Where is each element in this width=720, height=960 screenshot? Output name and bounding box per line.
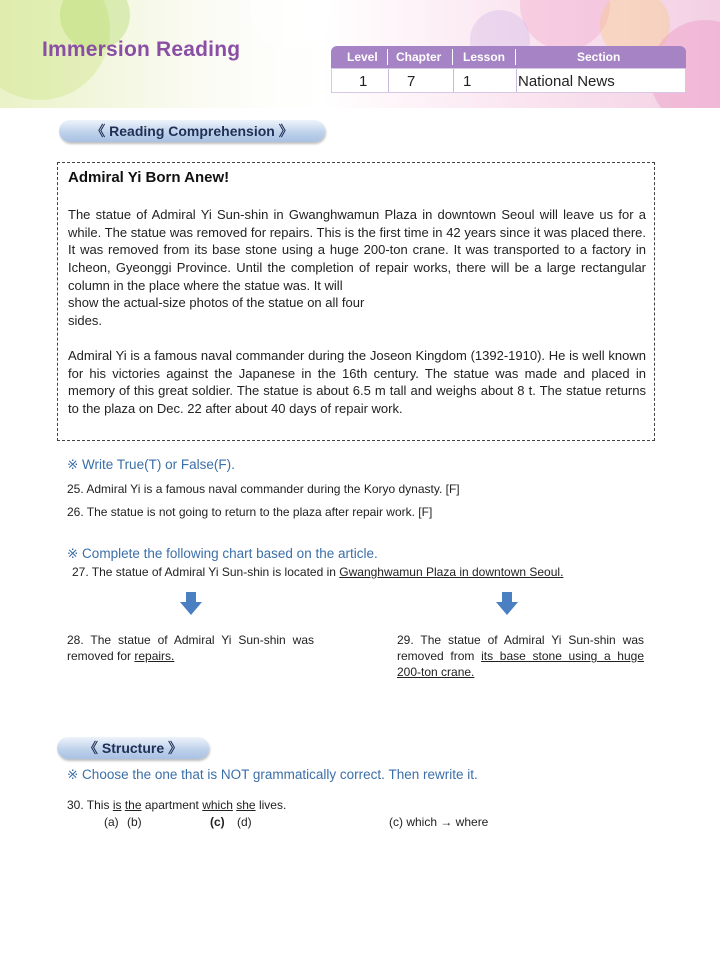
question-30-text: lives. [255,798,287,812]
article-paragraph-1-line: show the actual-size photos of the statue on all four [68,295,365,310]
question-30-text: 30. This [67,798,113,812]
down-arrow-icon [495,592,519,616]
option-c-word: which [202,798,233,812]
col-level: Level [347,50,378,64]
question-26: 26. The statue is not going to return to the plaza after repair work. [F] [67,505,433,519]
divider [387,49,388,65]
lesson-info-header [331,46,686,68]
decor-bubble [250,0,330,50]
lesson-value: 1 [463,73,472,90]
question-27-text: 27. The statue of Admiral Yi Sun-shin is located in [72,565,340,579]
question-30 [67,798,286,812]
article-paragraph-2: Admiral Yi is a famous naval commander during the Joseon Kingdom (1392-1910). He is well known for his victories against the Japanese in the 16th century. The statue was made and placed in memory of this great soldier. The statue is about 6.5 m tall and weighs about 8 t. The statue returns to the plaza on Dec. 22 after about 40 days of repair work. [68,348,646,417]
reading-comprehension-heading: 《 Reading Comprehension 》 [59,120,325,142]
col-section: Section [577,50,621,64]
level-value: 1 [359,73,368,90]
structure-heading: 《 Structure 》 [57,737,209,759]
question-28-answer: repairs. [134,649,175,663]
question-29 [397,632,644,680]
question-25: 25. Admiral Yi is a famous naval commander during the Koryo dynasty. [F] [67,482,460,496]
option-a-label: (a) [104,815,119,829]
question-30-answer: (c) which → where [389,815,489,829]
option-d-label: (d) [237,815,252,829]
article-paragraph-1: The statue of Admiral Yi Sun-shin in Gwanghwamun Plaza in downtown Seoul will leave us for a while. The statue was removed for repairs. This is the first time in 42 years since it was placed there. It was removed from its base stone using a huge 200-ton crane. It was transported to a factory in Icheon, Gyeonggi Province. Until the completion of repair works, there will be a large rectangular column in the place where the statue was. It will [68,207,646,293]
divider [516,69,517,92]
question-29-answer: its base stone using a huge 200-ton crane. [397,649,645,679]
option-b-word: the [124,798,142,812]
article-box [57,162,655,441]
structure-instruction: ※ Choose the one that is NOT grammatically correct. Then rewrite it. [67,767,478,782]
decor-bubble [520,0,610,50]
col-lesson: Lesson [463,50,506,64]
article-paragraph-1-line: sides. [68,313,102,328]
option-c-label: (c) [210,815,225,829]
question-27 [72,565,563,579]
divider [388,69,389,92]
divider [452,49,453,65]
col-chapter: Chapter [396,50,442,64]
question-29-text: 29. The statue of Admiral Yi Sun-shin was removed from [397,633,644,663]
true-false-instruction: ※ Write True(T) or False(F). [67,457,235,472]
question-28-text: 28. The statue of Admiral Yi Sun-shin was removed for [67,633,314,663]
header-banner [0,0,720,108]
option-b-label: (b) [127,815,142,829]
question-27-answer: Gwanghwamun Plaza in downtown Seoul. [339,565,564,579]
divider [515,49,516,65]
question-30-text: apartment [141,798,203,812]
chapter-value: 7 [407,73,416,90]
lesson-info-values [331,68,686,93]
divider [453,69,454,92]
option-d-word: she [236,798,256,812]
chart-instruction: ※ Complete the following chart based on the article. [67,546,378,561]
brand-title: Immersion Reading [42,38,241,61]
option-a-word: is [112,798,122,812]
section-value: National News [518,73,615,90]
question-28 [67,632,314,664]
down-arrow-icon [179,592,203,616]
article-title: Admiral Yi Born Anew! [68,169,230,186]
